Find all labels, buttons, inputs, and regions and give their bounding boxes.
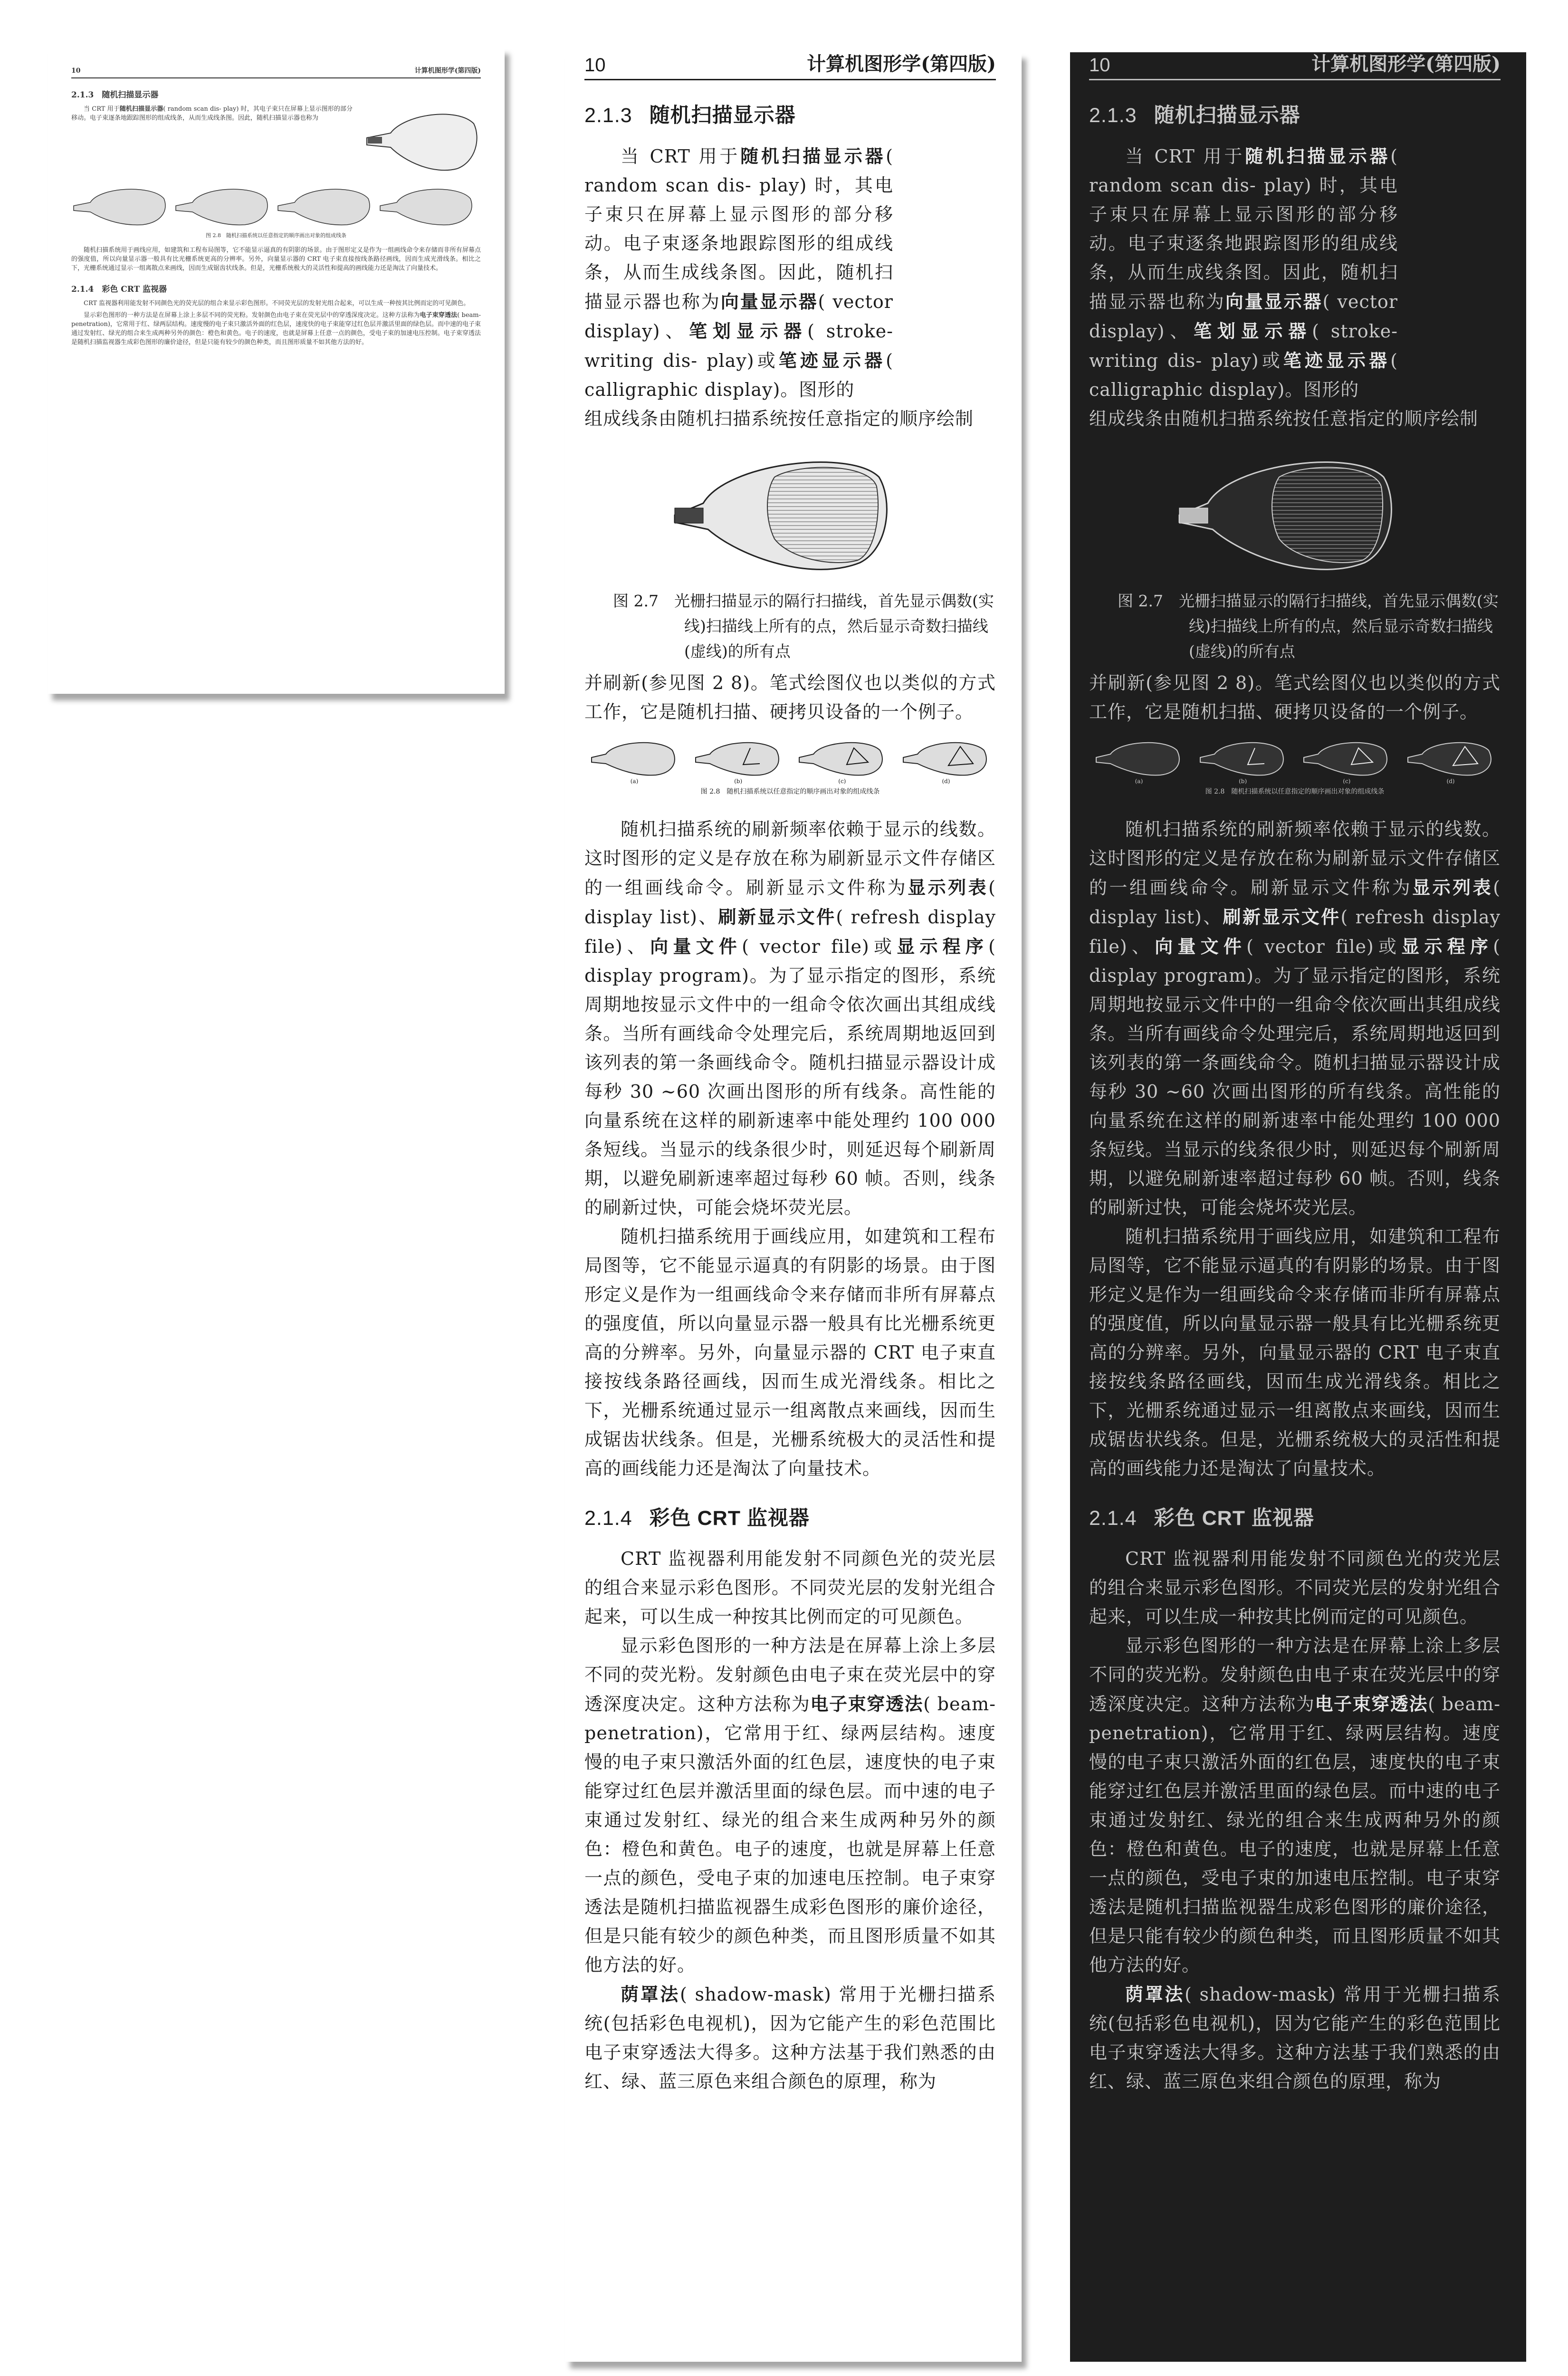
thumbnail-section-heading: 2.1.4 彩色 CRT 监视器 bbox=[71, 285, 167, 294]
thumbnail-fig28 bbox=[71, 180, 481, 227]
thumbnail-section-heading: 2.1.3 随机扫描显示器 bbox=[71, 90, 159, 100]
fig28-label: (b) bbox=[734, 778, 743, 785]
paragraph: 随机扫描系统用于画线应用，如建筑和工程布局图等，它不能显示逼真的有阴影的场景。由于图形定义是作为一组画线命令来存储而非所有屏幕点的强度值，所以向量显示器一般具有比光栅系统更高的分辨率。另外，向量显示器的 CRT 电子束直接按线条路径画线，因而生成光滑线条。相比之下，光栅系统通过显示一组离散点来画线，因而生成锯齿状线条。但是，光栅系统极大的灵活性和提高的画线能力还是淘汰了向量技术。 bbox=[584, 1226, 996, 1479]
thumbnail-fig28-caption: 图 2.8 随机扫描系统以任意指定的顺序画出对象的组成线条 bbox=[206, 232, 346, 239]
paragraph: 荫罩法( shadow-mask) 常用于光栅扫描系统(包括彩色电视机)，因为它能产生的彩色范围比电子束穿透法大得多。这种方法基于我们熟悉的由红、绿、蓝三原色来组合颜色的原理，称为 bbox=[1089, 1983, 1501, 2092]
fig28-label: (c) bbox=[1343, 778, 1351, 785]
fig28-panel bbox=[1094, 736, 1184, 785]
fig28-panel bbox=[797, 736, 887, 785]
paragraph: 显示彩色图形的一种方法是在屏幕上涂上多层不同的荧光粉。发射颜色由电子束在荧光层中的穿透深度决定。这种方法称为电子束穿透法( beam-penetration)，它常用于红、绿两层结构。速度慢的电子束只激活外面的红色层，速度快的电子束能穿过红色层并激活里面的绿色层。而中速的电子束通过发射红、绿光的组合来生成两种另外的颜色：橙色和黄色。电子的速度，也就是屏幕上任意一点的颜色，受电子束的加速电压控制。电子束穿透法是随机扫描监视器生成彩色图形的廉价途径，但是只能有较少的颜色种类，而且图形质量不如其他方法的好。 bbox=[584, 1635, 996, 1975]
figure-2-7 bbox=[1089, 444, 1501, 664]
fig28-panel bbox=[1198, 736, 1288, 785]
paragraph: 显示彩色图形的一种方法是在屏幕上涂上多层不同的荧光粉。发射颜色由电子束在荧光层中的穿透深度决定。这种方法称为电子束穿透法( beam-penetration)，它常用于红、绿两层结构。速度慢的电子束只激活外面的红色层，速度快的电子束能穿过红色层并激活里面的绿色层。而中速的电子束通过发射红、绿光的组合来生成两种另外的颜色：橙色和黄色。电子的速度，也就是屏幕上任意一点的颜色，受电子束的加速电压控制。电子束穿透法是随机扫描监视器生成彩色图形的廉价途径，但是只能有较少的颜色种类，而且图形质量不如其他方法的好。 bbox=[1089, 1635, 1501, 1975]
paragraph: 当 CRT 用于随机扫描显示器( random scan dis- play) 时，其电子束只在屏幕上显示图形的部分移动。电子束逐条地跟踪图形的组成线条，从而生成线条图。因此，随机扫描显示器也称为向量显示器( vector display)、笔划显示器( stroke-writing dis- play)或笔迹显示器( calligraphic display)。图形的 bbox=[584, 145, 893, 400]
paragraph: 荫罩法( shadow-mask) 常用于光栅扫描系统(包括彩色电视机)，因为它能产生的彩色范围比电子束穿透法大得多。这种方法基于我们熟悉的由红、绿、蓝三原色来组合颜色的原理，称为 bbox=[584, 1983, 996, 2092]
thumbnail-para: 当 CRT 用于随机扫描显示器( random scan dis- play) 时，其电子束只在屏幕上显示图形的部分移动。电子束逐条地跟踪图形的组成线条，从而生成线条图。因此，随机扫描显示器也称为 bbox=[71, 105, 353, 122]
figure-2-8 bbox=[1089, 736, 1501, 785]
page-number: 10 bbox=[1089, 55, 1110, 76]
figure-2-8 bbox=[584, 736, 996, 785]
paragraph: 随机扫描系统的刷新频率依赖于显示的线数。这时图形的定义是存放在称为刷新显示文件存储区的一组画线命令。刷新显示文件称为显示列表( display list)、刷新显示文件( refresh display file)、向量文件( vector file)或显示程序( display program)。为了显示指定的图形，系统周期地按显示文件中的一组命令依次画出其组成线条。当所有画线命令处理完后，系统周期地返回到该列表的第一条画线命令。随机扫描显示器设计成每秒 30 ~60 次画出图形的所有线条。高性能的向量系统在这样的刷新速率中能处理约 100 000 条短线。当显示的线条很少时，则延迟每个刷新周期，以避免刷新速率超过每秒 60 帧。否则，线条的刷新过快，可能会烧坏荧光层。 bbox=[584, 819, 996, 1218]
thumbnail-para: CRT 监视器利用能发射不同颜色光的荧光层的组合来显示彩色图形。不同荧光层的发射光组合起来，可以生成一种按其比例而定的可见颜色。 bbox=[84, 300, 470, 307]
fig28-label: (d) bbox=[942, 778, 950, 785]
thumbnail-page-number: 10 bbox=[71, 67, 81, 75]
figure-2-7 bbox=[584, 444, 996, 664]
book-title: 计算机图形学(第四版) bbox=[807, 53, 996, 75]
crt-interlaced-figure bbox=[1089, 444, 1501, 586]
fig28-panel bbox=[901, 736, 991, 785]
book-title: 计算机图形学(第四版) bbox=[1311, 53, 1501, 75]
thumbnail-book-title: 计算机图形学(第四版) bbox=[414, 67, 481, 75]
light-page bbox=[565, 52, 1022, 2362]
paragraph: 组成线条由随机扫描系统按任意指定的顺序绘制 bbox=[584, 408, 974, 429]
paragraph: 并刷新(参见图 2 8)。笔式绘图仪也以类似的方式工作，它是随机扫描、硬拷贝设备的一个例子。 bbox=[1089, 672, 1501, 722]
figure-2-8-caption: 图 2.8 随机扫描系统以任意指定的顺序画出对象的组成线条 bbox=[1205, 788, 1385, 795]
section-heading-2-1-3: 2.1.3 随机扫描显示器 bbox=[584, 104, 796, 127]
paragraph: CRT 监视器利用能发射不同颜色光的荧光层的组合来显示彩色图形。不同荧光层的发射光组合起来，可以生成一种按其比例而定的可见颜色。 bbox=[1089, 1548, 1501, 1627]
fig28-panel bbox=[693, 736, 784, 785]
thumbnail-page bbox=[48, 48, 505, 694]
fig28-label: (d) bbox=[1446, 778, 1455, 785]
fig28-label: (a) bbox=[630, 778, 639, 785]
thumbnail-para: 显示彩色图形的一种方法是在屏幕上涂上多层不同的荧光粉。发射颜色由电子束在荧光层中的穿透深度决定。这种方法称为电子束穿透法( beam-penetration)，它常用于红、绿两层结构。速度慢的电子束只激活外面的红色层，速度快的电子束能穿过红色层并激活里面的绿色层。而中速的电子束通过发射红、绿光的组合来生成两种另外的颜色：橙色和黄色。电子的速度，也就是屏幕上任意一点的颜色，受电子束的加速电压控制。电子束穿透法是随机扫描监视器生成彩色图形的廉价途径，但是只能有较少的颜色种类，而且图形质量不如其他方法的好。 bbox=[71, 312, 481, 346]
thumbnail-header bbox=[71, 67, 481, 78]
paragraph: 随机扫描系统用于画线应用，如建筑和工程布局图等，它不能显示逼真的有阴影的场景。由于图形定义是作为一组画线命令来存储而非所有屏幕点的强度值，所以向量显示器一般具有比光栅系统更高的分辨率。另外，向量显示器的 CRT 电子束直接按线条路径画线，因而生成光滑线条。相比之下，光栅系统通过显示一组离散点来画线，因而生成锯齿状线条。但是，光栅系统极大的灵活性和提高的画线能力还是淘汰了向量技术。 bbox=[1089, 1226, 1501, 1479]
paragraph: CRT 监视器利用能发射不同颜色光的荧光层的组合来显示彩色图形。不同荧光层的发射光组合起来，可以生成一种按其比例而定的可见颜色。 bbox=[584, 1548, 996, 1627]
fig28-label: (a) bbox=[1135, 778, 1143, 785]
fig28-panel bbox=[1301, 736, 1392, 785]
dark-page bbox=[1070, 52, 1526, 2362]
page-header bbox=[584, 52, 996, 80]
page-header bbox=[1089, 52, 1501, 80]
section-heading-2-1-3: 2.1.3 随机扫描显示器 bbox=[1089, 104, 1300, 127]
thumbnail-crt-figure bbox=[362, 105, 481, 176]
paragraph: 当 CRT 用于随机扫描显示器( random scan dis- play) 时，其电子束只在屏幕上显示图形的部分移动。电子束逐条地跟踪图形的组成线条，从而生成线条图。因此，随机扫描显示器也称为向量显示器( vector display)、笔划显示器( stroke-writing dis- play)或笔迹显示器( calligraphic display)。图形的 bbox=[1089, 145, 1398, 400]
paragraph: 组成线条由随机扫描系统按任意指定的顺序绘制 bbox=[1089, 408, 1479, 429]
page-number: 10 bbox=[584, 55, 606, 76]
fig28-panel bbox=[1405, 736, 1496, 785]
fig28-label: (c) bbox=[838, 778, 846, 785]
figure-2-7-caption: 图 2.7 光栅扫描显示的隔行扫描线，首先显示偶数(实线)扫描线上所有的点，然后显示奇数扫描线(虚线)的所有点 bbox=[613, 592, 994, 661]
crt-interlaced-figure bbox=[584, 444, 996, 586]
section-heading-2-1-4: 2.1.4 彩色 CRT 监视器 bbox=[1089, 1507, 1314, 1530]
section-heading-2-1-4: 2.1.4 彩色 CRT 监视器 bbox=[584, 1507, 810, 1530]
thumbnail-para: 随机扫描系统用于画线应用，如建筑和工程布局图等，它不能显示逼真的有阴影的场景。由于图形定义是作为一组画线命令来存储而非所有屏幕点的强度值，所以向量显示器一般具有比光栅系统更高的分辨率。另外，向量显示器的 CRT 电子束直接按线条路径画线，因而生成光滑线条。相比之下，光栅系统通过显示一组离散点来画线，因而生成锯齿状线条。但是，光栅系统极大的灵活性和提高的画线能力还是淘汰了向量技术。 bbox=[71, 247, 481, 272]
fig28-panel bbox=[589, 736, 679, 785]
paragraph: 随机扫描系统的刷新频率依赖于显示的线数。这时图形的定义是存放在称为刷新显示文件存储区的一组画线命令。刷新显示文件称为显示列表( display list)、刷新显示文件( refresh display file)、向量文件( vector file)或显示程序( display program)。为了显示指定的图形，系统周期地按显示文件中的一组命令依次画出其组成线条。当所有画线命令处理完后，系统周期地返回到该列表的第一条画线命令。随机扫描显示器设计成每秒 30 ~60 次画出图形的所有线条。高性能的向量系统在这样的刷新速率中能处理约 100 000 条短线。当显示的线条很少时，则延迟每个刷新周期，以避免刷新速率超过每秒 60 帧。否则，线条的刷新过快，可能会烧坏荧光层。 bbox=[1089, 819, 1501, 1218]
paragraph: 并刷新(参见图 2 8)。笔式绘图仪也以类似的方式工作，它是随机扫描、硬拷贝设备的一个例子。 bbox=[584, 672, 996, 722]
figure-2-7-caption: 图 2.7 光栅扫描显示的隔行扫描线，首先显示偶数(实线)扫描线上所有的点，然后显示奇数扫描线(虚线)的所有点 bbox=[1118, 592, 1499, 661]
figure-2-8-caption: 图 2.8 随机扫描系统以任意指定的顺序画出对象的组成线条 bbox=[700, 788, 880, 795]
fig28-label: (b) bbox=[1239, 778, 1247, 785]
